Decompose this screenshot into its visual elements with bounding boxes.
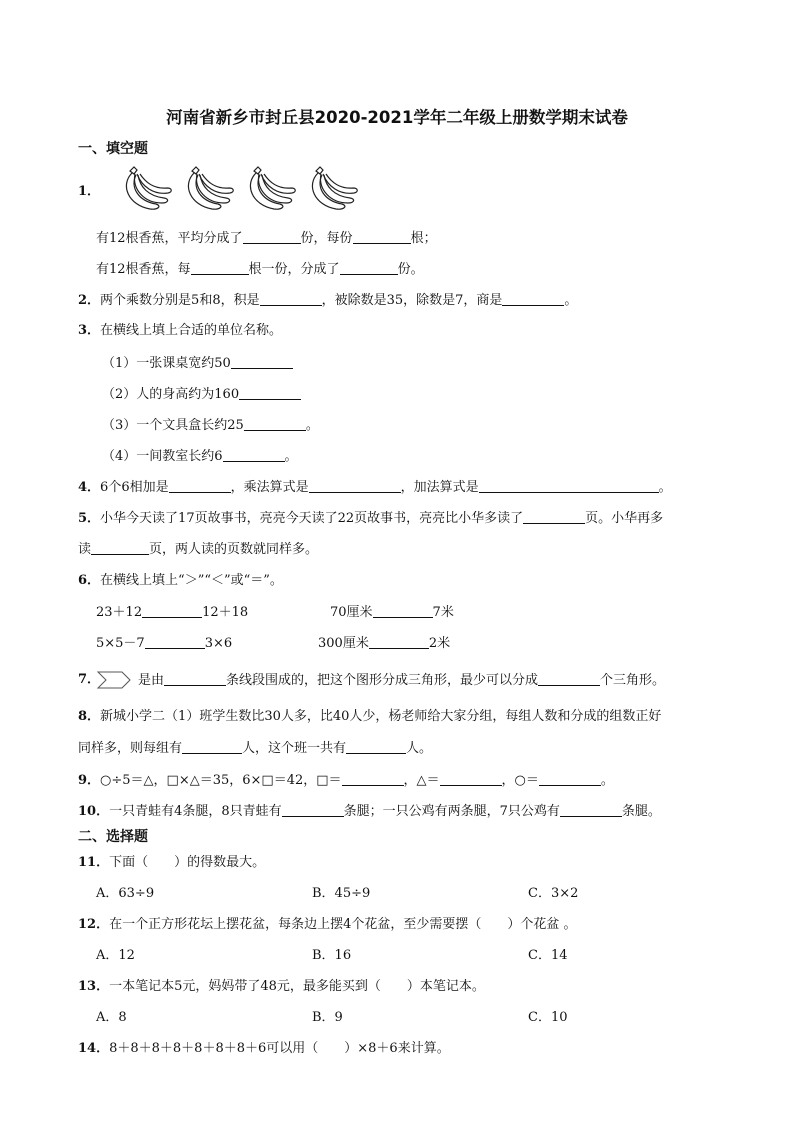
q10-line: 10．一只青蛙有4条腿，8只青蛙有 条腿；一只公鸡有两条腿，7只公鸡有 条腿。	[78, 804, 661, 819]
q4-blank3[interactable]	[479, 479, 659, 493]
q11-line: 11．下面（ ）的得数最大。	[78, 855, 266, 870]
q6-row2-left: 5×5－7 3×6	[96, 636, 233, 651]
q6-row1-left: 23＋12 12＋18	[96, 605, 249, 620]
q5-blank1[interactable]	[523, 510, 585, 524]
q9-blank3[interactable]	[539, 772, 601, 786]
q13-line: 13．一本笔记本5元，妈妈带了48元，最多能买到（ ）本笔记本。	[78, 979, 485, 994]
q3-sub1: （1）一张课桌宽约50	[102, 355, 293, 372]
q3-blank2[interactable]	[239, 386, 301, 400]
q13-option-c[interactable]: C．10	[528, 1010, 568, 1025]
q14-line: 14．8＋8＋8＋8＋8＋8＋8＋6可以用（ ）×8＋6来计算。	[78, 1041, 450, 1056]
q6-row1-right: 70厘米 7米	[330, 605, 454, 620]
q6-blank4[interactable]	[369, 635, 429, 649]
q13-option-a[interactable]: A．8	[96, 1010, 127, 1025]
q2-line: 2．两个乘数分别是5和8，积是 ，被除数是35，除数是7，商是 。	[78, 293, 578, 308]
q3-sub2: （2）人的身高约为160	[102, 386, 301, 403]
q7-blank2[interactable]	[538, 672, 600, 686]
q8-line2: 同样多，则每组有 人，这个班一共有 人。	[78, 741, 433, 756]
arrow-pentagon-shape	[96, 670, 132, 690]
q7-line: 是由 条线段围成的，把这个图形分成三角形，最少可以分成 个三角形。	[138, 673, 666, 688]
q2-blank2[interactable]	[502, 292, 564, 306]
section-fill-blank: 一、填空题	[78, 141, 148, 157]
q1-blank1[interactable]	[243, 230, 301, 244]
q5-line1: 5．小华今天读了17页故事书，亮亮今天读了22页故事书，亮亮比小华多读了 页。小华再多	[78, 511, 664, 526]
q1-blank4[interactable]	[340, 261, 398, 275]
q10-blank1[interactable]	[282, 803, 344, 817]
q4-blank2[interactable]	[309, 479, 401, 493]
q6-row2-right: 300厘米 2米	[318, 636, 451, 651]
q2-blank1[interactable]	[260, 292, 322, 306]
page-title: 河南省新乡市封丘县2020-2021学年二年级上册数学期末试卷	[166, 108, 628, 127]
q11-option-c[interactable]: C．3×2	[528, 886, 579, 901]
q5-line2: 读 页，两人读的页数就同样多。	[78, 542, 319, 557]
q1-blank2[interactable]	[353, 230, 411, 244]
q8-blank2[interactable]	[346, 740, 406, 754]
section-multiple-choice: 二、选择题	[78, 829, 148, 845]
q8-blank1[interactable]	[182, 740, 242, 754]
q9-blank2[interactable]	[440, 772, 502, 786]
q1-blank3[interactable]	[191, 261, 249, 275]
q3-sub3: （3）一个文具盒长约25 。	[102, 418, 319, 433]
q9-line: 9．○÷5＝△，□×△＝35，6×□＝42，□＝ ，△＝ ，○＝ 。	[78, 773, 614, 788]
q4-blank1[interactable]	[169, 479, 231, 493]
q13-option-b[interactable]: B．9	[312, 1010, 343, 1025]
q10-blank2[interactable]	[560, 803, 622, 817]
q5-blank2[interactable]	[91, 541, 149, 555]
q7-blank1[interactable]	[164, 672, 226, 686]
q9-blank1[interactable]	[342, 772, 404, 786]
q7-number: 7．	[78, 672, 101, 687]
banana-bunch-icon	[118, 165, 368, 220]
q11-option-b[interactable]: B．45÷9	[312, 886, 371, 901]
q12-line: 12．在一个正方形花坛上摆花盆，每条边上摆4个花盆，至少需要摆（ ）个花盆 。	[78, 917, 577, 932]
q1-line1: 有12根香蕉，平均分成了 份，每份 根；	[96, 231, 437, 246]
q8-line1: 8．新城小学二（1）班学生数比30人多，比40人少，杨老师给大家分组，每组人数和分成的组数正好	[78, 709, 662, 724]
q6-blank1[interactable]	[142, 604, 202, 618]
q6-blank3[interactable]	[145, 635, 205, 649]
q4-line: 4．6个6相加是 ，乘法算式是 ，加法算式是 。	[78, 480, 672, 495]
q3-blank1[interactable]	[231, 355, 293, 369]
q12-option-a[interactable]: A．12	[96, 948, 135, 963]
q12-option-b[interactable]: B．16	[312, 948, 352, 963]
q6-line: 6．在横线上填上“＞”“＜”或“＝”。	[78, 573, 283, 588]
q3-blank3[interactable]	[244, 417, 306, 431]
q6-blank2[interactable]	[373, 604, 433, 618]
q12-option-c[interactable]: C．14	[528, 948, 568, 963]
q1-number: 1．	[78, 184, 101, 199]
q1-line2: 有12根香蕉，每 根一份，分成了 份。	[96, 262, 424, 277]
q3-blank4[interactable]	[223, 448, 285, 462]
q11-option-a[interactable]: A．63÷9	[96, 886, 155, 901]
q3-line: 3．在横线上填上合适的单位名称。	[78, 323, 283, 338]
q3-sub4: （4）一间教室长约6 。	[102, 449, 298, 464]
